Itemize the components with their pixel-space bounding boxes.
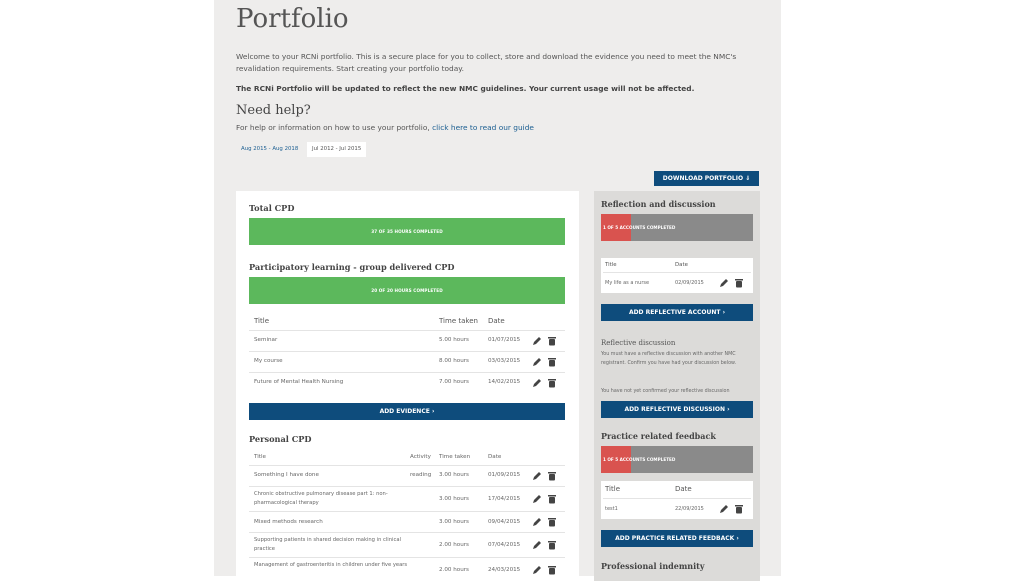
reflection-panel bbox=[594, 191, 760, 581]
reflection-table bbox=[601, 258, 753, 293]
pencil-icon[interactable] bbox=[532, 471, 542, 481]
row-time: 7.00 hours bbox=[439, 379, 469, 385]
guide-link[interactable]: click here to read our guide bbox=[432, 123, 534, 132]
row-time: 3.00 hours bbox=[439, 472, 469, 478]
row-date: 02/09/2015 bbox=[675, 280, 704, 286]
pencil-icon[interactable] bbox=[532, 494, 542, 504]
row-date: 24/03/2015 bbox=[488, 567, 521, 573]
pencil-icon[interactable] bbox=[532, 517, 542, 527]
add-reflective-discussion-button[interactable] bbox=[601, 401, 753, 418]
add-practice-feedback-label: ADD PRACTICE RELATED FEEDBACK bbox=[615, 535, 735, 542]
tab-aug-2015[interactable]: Aug 2015 - Aug 2018 bbox=[241, 146, 299, 152]
trash-icon[interactable] bbox=[547, 517, 557, 527]
indemnity-heading: Professional indemnity bbox=[601, 561, 705, 571]
divider bbox=[249, 532, 565, 533]
pencil-icon[interactable] bbox=[719, 504, 729, 514]
help-text bbox=[236, 123, 534, 132]
row-date: 07/04/2015 bbox=[488, 542, 521, 548]
row-time: 8.00 hours bbox=[439, 358, 469, 364]
chevron-right-icon: › bbox=[736, 535, 739, 542]
feedback-heading: Practice related feedback bbox=[601, 431, 716, 441]
trash-icon[interactable] bbox=[547, 471, 557, 481]
divider bbox=[249, 511, 565, 512]
row-time: 5.00 hours bbox=[439, 337, 469, 343]
row-time: 3.00 hours bbox=[439, 519, 469, 525]
trash-icon[interactable] bbox=[547, 357, 557, 367]
page-title: Portfolio bbox=[236, 4, 349, 34]
discussion-heading: Reflective discussion bbox=[601, 339, 676, 347]
pencil-icon[interactable] bbox=[532, 357, 542, 367]
total-cpd-heading: Total CPD bbox=[249, 203, 295, 213]
col-title: Title bbox=[254, 454, 266, 460]
personal-cpd-heading: Personal CPD bbox=[249, 434, 312, 444]
discussion-text: You must have a reflective discussion with another NMC registrant. Confirm you have had your discussion below. bbox=[601, 352, 737, 366]
cpd-card bbox=[236, 191, 579, 581]
row-title: Seminar bbox=[254, 337, 278, 343]
row-date: 03/03/2015 bbox=[488, 358, 521, 364]
download-portfolio-button[interactable] bbox=[654, 171, 759, 186]
row-date: 09/04/2015 bbox=[488, 519, 521, 525]
feedback-progress-label: 1 OF 5 ACCOUNTS COMPLETED bbox=[603, 457, 676, 462]
add-reflective-discussion-label: ADD REFLECTIVE DISCUSSION bbox=[624, 406, 725, 413]
row-title: My course bbox=[254, 358, 283, 364]
help-heading: Need help? bbox=[236, 103, 311, 118]
download-label: DOWNLOAD PORTFOLIO bbox=[662, 175, 744, 182]
col-title: Title bbox=[605, 485, 621, 493]
reflection-progress bbox=[601, 214, 753, 241]
col-date: Date bbox=[675, 485, 692, 493]
row-title: Supporting patients in shared decision making in clinical practice bbox=[254, 537, 401, 552]
row-date: 01/09/2015 bbox=[488, 472, 521, 478]
add-evidence-label: ADD EVIDENCE bbox=[379, 408, 430, 415]
divider bbox=[249, 351, 565, 352]
add-reflective-account-label: ADD REFLECTIVE ACCOUNT bbox=[628, 309, 721, 316]
col-activity: Activity bbox=[410, 454, 431, 460]
divider bbox=[249, 372, 565, 373]
row-activity: reading bbox=[410, 472, 432, 478]
chevron-right-icon: › bbox=[722, 309, 726, 316]
update-notice: The RCNi Portfolio will be updated to reflect the new NMC guidelines. Your current usage will not be affected. bbox=[236, 84, 695, 93]
col-date: Date bbox=[488, 454, 502, 460]
add-evidence-button[interactable] bbox=[249, 403, 565, 420]
tab-jul-2012[interactable]: Jul 2012 - Jul 2015 bbox=[307, 142, 366, 157]
row-title: My life as a nurse bbox=[605, 280, 650, 286]
divider bbox=[249, 465, 565, 466]
pencil-icon[interactable] bbox=[719, 278, 729, 288]
chevron-right-icon: › bbox=[431, 408, 435, 415]
pencil-icon[interactable] bbox=[532, 565, 542, 575]
trash-icon[interactable] bbox=[734, 278, 744, 288]
row-title: Mixed methods research bbox=[254, 519, 323, 525]
chevron-right-icon: › bbox=[727, 406, 730, 413]
col-title: Title bbox=[254, 317, 270, 325]
pencil-icon[interactable] bbox=[532, 336, 542, 346]
row-title: Management of gastroenteritis in children under five years bbox=[254, 562, 408, 568]
col-title: Title bbox=[605, 262, 617, 268]
col-time: Time taken bbox=[439, 317, 478, 325]
divider bbox=[603, 498, 751, 499]
trash-icon[interactable] bbox=[547, 540, 557, 550]
participatory-progress: 20 OF 20 HOURS COMPLETED bbox=[249, 277, 565, 304]
row-date: 14/02/2015 bbox=[488, 379, 521, 385]
col-time: Time taken bbox=[439, 454, 471, 460]
row-date: 17/04/2015 bbox=[488, 496, 521, 502]
divider bbox=[249, 486, 565, 487]
intro-text: Welcome to your RCNi portfolio. This is a secure place for you to collect, store and download the evidence you need to meet the NMC's revalidation requirements. Start creating your portfolio today. bbox=[236, 52, 737, 73]
add-reflective-account-button[interactable] bbox=[601, 304, 753, 321]
row-time: 3.00 hours bbox=[439, 496, 469, 502]
reflection-progress-label: 1 OF 5 ACCOUNTS COMPLETED bbox=[603, 225, 676, 230]
row-time: 2.00 hours bbox=[439, 542, 469, 548]
add-practice-feedback-button[interactable] bbox=[601, 530, 753, 547]
total-cpd-progress: 37 OF 35 HOURS COMPLETED bbox=[249, 218, 565, 245]
trash-icon[interactable] bbox=[547, 565, 557, 575]
divider bbox=[249, 557, 565, 558]
trash-icon[interactable] bbox=[547, 336, 557, 346]
divider bbox=[249, 330, 565, 331]
row-title: Something I have done bbox=[254, 472, 319, 478]
discussion-status: You have not yet confirmed your reflective discussion bbox=[601, 389, 730, 394]
trash-icon[interactable] bbox=[547, 494, 557, 504]
row-title: Future of Mental Health Nursing bbox=[254, 379, 344, 385]
row-date: 22/09/2015 bbox=[675, 506, 704, 512]
divider bbox=[603, 272, 751, 273]
row-date: 01/07/2015 bbox=[488, 337, 521, 343]
trash-icon[interactable] bbox=[734, 504, 744, 514]
download-icon: ⇓ bbox=[745, 175, 751, 182]
reflection-heading: Reflection and discussion bbox=[601, 199, 716, 209]
pencil-icon[interactable] bbox=[532, 540, 542, 550]
row-title: Chronic obstructive pulmonary disease part 1: non-pharmacological therapy bbox=[254, 491, 388, 506]
trash-icon[interactable] bbox=[547, 378, 557, 388]
col-date: Date bbox=[675, 262, 688, 268]
row-time: 2.00 hours bbox=[439, 567, 469, 573]
pencil-icon[interactable] bbox=[532, 378, 542, 388]
feedback-table bbox=[601, 481, 753, 519]
row-title: test1 bbox=[605, 506, 618, 512]
col-date: Date bbox=[488, 317, 505, 325]
participatory-heading: Participatory learning - group delivered CPD bbox=[249, 262, 455, 272]
help-text-label: For help or information on how to use your portfolio, bbox=[236, 123, 433, 132]
portfolio-page bbox=[214, 0, 781, 576]
feedback-progress bbox=[601, 446, 753, 473]
